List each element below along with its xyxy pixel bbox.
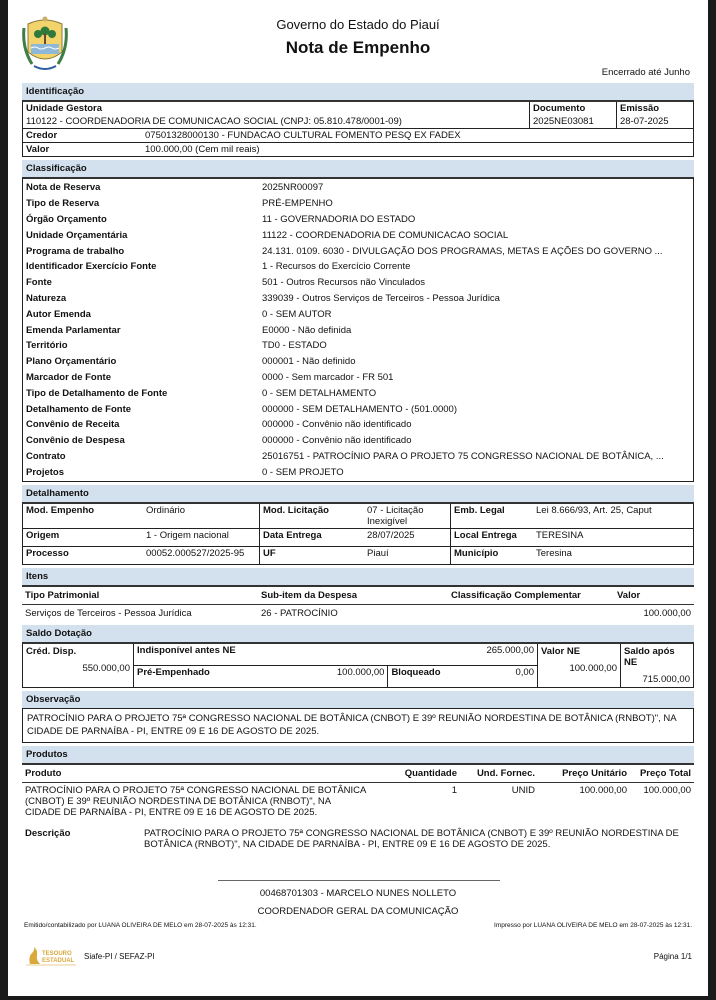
municipio-label: Município: [451, 547, 534, 565]
classificacao-label: Unidade Orçamentária: [26, 229, 128, 241]
indisponivel-label: Indisponível antes NE: [134, 643, 388, 666]
classificacao-label: Natureza: [26, 292, 67, 304]
classificacao-label: Programa de trabalho: [26, 245, 125, 257]
descricao-row: [22, 828, 694, 850]
classificacao-label: Plano Orçamentário: [26, 356, 117, 368]
indisponivel-value: 265.000,00: [388, 643, 538, 666]
bloqueado-label: Bloqueado: [388, 666, 465, 688]
classificacao-row: [23, 180, 693, 196]
classificacao-list: [22, 177, 694, 482]
section-header-classificacao: Classificação: [22, 160, 694, 177]
unidade-gestora-value: 110122 - COORDENADORIA DE COMUNICACAO SOCIAL (CNPJ: 05.810.478/0001-09): [26, 116, 402, 127]
table-row: [22, 783, 694, 821]
unidade-gestora-cell: [23, 101, 530, 129]
bloqueado-value: 0,00: [464, 666, 537, 688]
classificacao-row: [23, 385, 693, 401]
itens-col-tipo: Tipo Patrimonial: [25, 590, 100, 602]
saldo-apos-value: 715.000,00: [642, 674, 690, 686]
produtos-header-row: [22, 764, 694, 783]
classificacao-value: 0 - SEM PROJETO: [262, 466, 344, 478]
produto-preco-unitario: 100.000,00: [579, 785, 627, 797]
cred-disp-cell: [23, 643, 134, 688]
valor-value: 100.000,00 (Cem mil reais): [145, 144, 260, 155]
classificacao-row: [23, 433, 693, 449]
emb-legal-value: Lei 8.666/93, Art. 25, Caput: [533, 503, 694, 529]
mod-empenho-label: Mod. Empenho: [23, 503, 144, 529]
classificacao-label: Tipo de Reserva: [26, 198, 100, 210]
classificacao-value: 0 - SEM DETALHAMENTO: [262, 387, 377, 399]
signature-line: [218, 880, 500, 881]
emitted-by-text: Emitido/contabilizado por LUANA OLIVEIRA DE MELO em 28-07-2025 às 12:31.: [24, 922, 257, 929]
produtos-col-quantidade: Quantidade: [404, 768, 457, 780]
system-name: Siafe-PI / SEFAZ-PI: [84, 952, 155, 961]
documento-cell: [530, 101, 617, 129]
classificacao-value: 2025NR00097: [262, 182, 324, 194]
classificacao-value: PRÉ-EMPENHO: [262, 198, 333, 210]
emissao-label: Emissão: [620, 103, 660, 114]
classificacao-row: [23, 464, 693, 480]
item-classificacao: [448, 605, 614, 623]
classificacao-value: 11 - GOVERNADORIA DO ESTADO: [262, 213, 416, 225]
produto-preco-total: 100.000,00: [643, 785, 691, 797]
origem-value: 1 - Origem nacional: [143, 529, 260, 547]
documento-label: Documento: [533, 103, 586, 114]
classificacao-label: Nota de Reserva: [26, 182, 101, 194]
section-header-saldo: Saldo Dotação: [22, 625, 694, 642]
government-name: Governo do Estado do Piauí: [276, 17, 440, 32]
local-entrega-value: TERESINA: [533, 529, 694, 547]
classificacao-row: [23, 259, 693, 275]
valor-ne-cell: [538, 643, 621, 688]
classificacao-value: 11122 - COORDENADORIA DE COMUNICACAO SOCIAL: [262, 229, 509, 241]
classificacao-label: Órgão Orçamento: [26, 213, 107, 225]
classificacao-label: Convênio de Despesa: [26, 435, 125, 447]
classificacao-value: 0 - SEM AUTOR: [262, 308, 332, 320]
classificacao-value: 000000 - Convênio não identificado: [262, 435, 412, 447]
cred-disp-label: Créd. Disp.: [26, 646, 77, 658]
classificacao-label: Detalhamento de Fonte: [26, 403, 132, 415]
produto-unidade: UNID: [511, 785, 535, 797]
pre-empenhado-label: Pré-Empenhado: [134, 666, 231, 688]
cred-disp-value: 550.000,00: [82, 663, 130, 675]
itens-header-row: [22, 586, 694, 605]
classificacao-label: Emenda Parlamentar: [26, 324, 121, 336]
documento-value: 2025NE03081: [533, 116, 594, 127]
unidade-gestora-label: Unidade Gestora: [26, 103, 103, 114]
uf-value: Piauí: [364, 547, 451, 565]
credor-row: [22, 129, 694, 143]
section-header-identificacao: Identificação: [22, 83, 694, 100]
produtos-col-preco-total: Preço Total: [639, 768, 691, 780]
classificacao-value: 25016751 - PATROCÍNIO PARA O PROJETO 75 CONGRESSO NACIONAL DE BOTÂNICA, ...: [262, 450, 664, 462]
printed-by-text: Impresso por LUANA OLIVEIRA DE MELO em 28-07-2025 às 12:31.: [494, 922, 692, 929]
valor-label: Valor: [26, 144, 50, 155]
classificacao-row: [23, 322, 693, 338]
classificacao-label: Projetos: [26, 466, 65, 478]
classificacao-value: E0000 - Não definida: [262, 324, 352, 336]
classificacao-label: Identificador Exercício Fonte: [26, 261, 157, 273]
page-number: Página 1/1: [653, 952, 692, 961]
saldo-apos-cell: [621, 643, 694, 688]
valor-row: [22, 143, 694, 157]
produtos-col-preco-unitario: Preço Unitário: [562, 768, 627, 780]
tesouro-estadual-logo-icon: [26, 946, 78, 966]
mod-licitacao-label: Mod. Licitação: [260, 503, 365, 529]
valor-ne-label: Valor NE: [541, 646, 581, 658]
classificacao-row: [23, 275, 693, 291]
classificacao-row: [23, 291, 693, 307]
classificacao-label: Território: [26, 340, 68, 352]
itens-col-subitem: Sub-item da Despesa: [261, 590, 358, 602]
classificacao-value: 339039 - Outros Serviços de Terceiros - Pessoa Jurídica: [262, 292, 500, 304]
classificacao-row: [23, 196, 693, 212]
classificacao-label: Contrato: [26, 450, 66, 462]
saldo-apos-label: Saldo após NE: [624, 646, 675, 669]
produtos-col-unidade: Und. Fornec.: [476, 768, 535, 780]
local-entrega-label: Local Entrega: [451, 529, 534, 547]
mod-licitacao-value: 07 - Licitação Inexigível: [364, 503, 451, 529]
produto-quantidade: 1: [451, 785, 457, 797]
signer-name: 00468701303 - MARCELO NUNES NOLLETO: [259, 888, 457, 899]
classificacao-row: [23, 417, 693, 433]
credor-value: 07501328000130 - FUNDACAO CULTURAL FOMENTO PESQ EX FADEX: [145, 130, 461, 141]
emissao-value: 28-07-2025: [620, 116, 669, 127]
classificacao-label: Fonte: [26, 277, 52, 289]
section-header-itens: Itens: [22, 568, 694, 585]
produto-descricao: PATROCÍNIO PARA O PROJETO 75ª CONGRESSO NACIONAL DE BOTÂNICA (CNBOT) E 39º REUNIÃO NORDESTINA DE BOTÂNICA (RNBOT)", NA CIDADE DE PARNAÍBA - PI, ENTRE 09 E 16 DE AGOSTO DE 2025.: [25, 785, 366, 819]
emissao-cell: [617, 101, 694, 129]
page-title: Nota de Empenho: [285, 38, 431, 57]
classificacao-value: 1 - Recursos do Exercício Corrente: [262, 261, 411, 273]
document-body: [22, 80, 694, 850]
tesouro-logo-text-2: ESTADUAL: [42, 958, 75, 964]
section-header-detalhamento: Detalhamento: [22, 485, 694, 502]
classificacao-row: [23, 212, 693, 228]
itens-col-valor: Valor: [617, 590, 641, 602]
classificacao-value: 000001 - Não definido: [262, 356, 356, 368]
processo-label: Processo: [23, 547, 144, 565]
municipio-value: Teresina: [533, 547, 694, 565]
data-entrega-value: 28/07/2025: [364, 529, 451, 547]
pre-empenhado-value: 100.000,00: [230, 666, 388, 688]
classificacao-row: [23, 401, 693, 417]
classificacao-value: 000000 - SEM DETALHAMENTO - (501.0000): [262, 403, 458, 415]
origem-label: Origem: [23, 529, 144, 547]
produtos-table: [22, 763, 694, 820]
detalhamento-table: [22, 502, 694, 565]
identificacao-table: [22, 100, 694, 129]
document-page: [8, 0, 708, 996]
classificacao-row: [23, 449, 693, 465]
classificacao-row: [23, 354, 693, 370]
tesouro-logo-text-1: TESOURO: [42, 951, 72, 957]
itens-col-classificacao: Classificação Complementar: [451, 590, 581, 602]
classificacao-row: [23, 227, 693, 243]
classificacao-value: 501 - Outros Recursos não Vinculados: [262, 277, 425, 289]
table-row: [22, 605, 694, 623]
valor-ne-value: 100.000,00: [569, 663, 617, 675]
emb-legal-label: Emb. Legal: [451, 503, 534, 529]
produtos-col-produto: Produto: [25, 768, 62, 780]
classificacao-value: 0000 - Sem marcador - FR 501: [262, 371, 394, 383]
itens-table: [22, 585, 694, 622]
item-subitem: 26 - PATROCÍNIO: [261, 608, 338, 620]
data-entrega-label: Data Entrega: [260, 529, 365, 547]
classificacao-value: TD0 - ESTADO: [262, 340, 327, 352]
section-header-observacao: Observação: [22, 691, 694, 708]
uf-label: UF: [260, 547, 365, 565]
classificacao-row: [23, 338, 693, 354]
classificacao-row: [23, 243, 693, 259]
credor-label: Credor: [26, 130, 58, 141]
classificacao-value: 24.131. 0109. 6030 - DIVULGAÇÃO DOS PROGRAMAS, METAS E AÇÕES DO GOVERNO ...: [262, 245, 663, 257]
signer-role: COORDENADOR GERAL DA COMUNICAÇÃO: [257, 906, 459, 917]
descricao-value: PATROCÍNIO PARA O PROJETO 75ª CONGRESSO NACIONAL DE BOTÂNICA (CNBOT) E 39º REUNIÃO NORDESTINA DE BOTÂNICA (RNBOT)", NA CIDADE DE PARNAÍBA - PI, ENTRE 09 E 16 DE AGOSTO DE 2025.: [144, 828, 679, 851]
descricao-label: Descrição: [25, 828, 71, 840]
classificacao-label: Convênio de Receita: [26, 419, 120, 431]
classificacao-label: Marcador de Fonte: [26, 371, 111, 383]
mod-empenho-value: Ordinário: [143, 503, 260, 529]
item-valor: 100.000,00: [643, 608, 691, 620]
processo-value: 00052.000527/2025-95: [143, 547, 260, 565]
classificacao-row: [23, 306, 693, 322]
section-header-produtos: Produtos: [22, 746, 694, 763]
saldo-table: [22, 642, 694, 688]
status-text: Encerrado até Junho: [601, 67, 690, 78]
classificacao-label: Tipo de Detalhamento de Fonte: [26, 387, 168, 399]
classificacao-label: Autor Emenda: [26, 308, 91, 320]
observacao-text: PATROCÍNIO PARA O PROJETO 75ª CONGRESSO NACIONAL DE BOTÂNICA (CNBOT) E 39º REUNIÃO NORDESTINA DE BOTÂNICA (RNBOT)", NA CIDADE DE PARNAÍBA - PI, ENTRE 09 E 16 DE AGOSTO DE 2025.: [22, 708, 694, 743]
classificacao-row: [23, 370, 693, 386]
classificacao-value: 000000 - Convênio não identificado: [262, 419, 412, 431]
item-tipo: Serviços de Terceiros - Pessoa Jurídica: [25, 608, 192, 620]
